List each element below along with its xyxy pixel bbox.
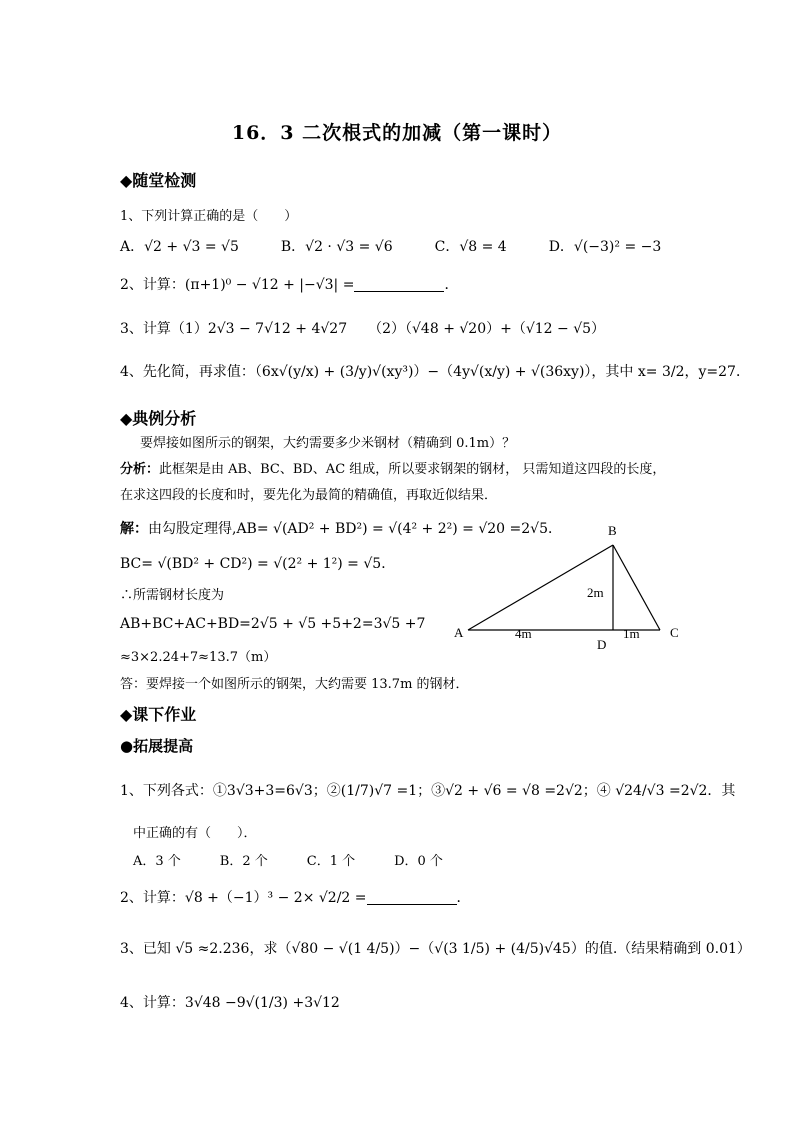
solution-line-3: ∴所需钢材长度为 bbox=[120, 588, 225, 603]
analysis-line-1 bbox=[120, 458, 665, 477]
answer-blank bbox=[367, 892, 457, 905]
section-heading-practice: ◆随堂检测 bbox=[120, 171, 197, 190]
hw-question-1-options: A．3 个 B．2 个 C．1 个 D．0 个 bbox=[133, 854, 443, 869]
hw-question-2-text: 2、计算：√8 +（−1）³ − 2× √2/2 = bbox=[120, 890, 367, 906]
question-2-end: ． bbox=[444, 277, 459, 293]
label-a: A bbox=[454, 625, 464, 640]
hw-question-2-end: ． bbox=[456, 890, 471, 906]
hw-question-2 bbox=[120, 887, 471, 907]
hw-question-1: 1、下列各式：①3√3+3=6√3；②(1/7)√7 =1；③√2 + √6 = √8 =2√2；④ √24/√3 =2√2．其 bbox=[120, 783, 736, 799]
section-heading-homework: ◆课下作业 bbox=[120, 705, 197, 724]
triangle-figure bbox=[445, 515, 695, 660]
example-problem: 要焊接如图所示的钢架，大约需要多少米钢材（精确到 0.1m）？ bbox=[140, 436, 516, 451]
solution-line-5: ≈3×2.24+7≈13.7（m） bbox=[120, 650, 277, 665]
question-1-options: A．√2 + √3 = √5 B．√2 · √3 = √6 C．√8 = 4 D．√(−3)² = −3 bbox=[120, 239, 662, 255]
hw-question-4: 4、计算：3√48 −9√(1/3) +3√12 bbox=[120, 995, 340, 1011]
solution-label: 解： bbox=[120, 521, 148, 537]
label-c: C bbox=[670, 625, 679, 640]
analysis-text-1: 此框架是由 AB、BC、BD、AC 组成，所以要求钢架的钢材， 只需知道这四段的长度， bbox=[159, 462, 666, 477]
question-2-text: 2、计算：(π+1)⁰ − √12 + |−√3| = bbox=[120, 277, 355, 293]
subheading-extension: ●拓展提高 bbox=[120, 737, 194, 755]
analysis-line-2: 在求这四段的长度和时，要先化为最简的精确值，再取近似结果． bbox=[120, 488, 498, 503]
label-d: D bbox=[597, 637, 607, 652]
label-b: B bbox=[608, 523, 617, 538]
solution-text-1: 由勾股定理得,AB= √(AD² + BD²) = √(4² + 2²) = √20 =2√5． bbox=[148, 521, 563, 537]
label-bd-length: 2m bbox=[587, 585, 604, 600]
segment-bc bbox=[613, 545, 660, 630]
question-1: 1、下列计算正确的是（ ） bbox=[120, 209, 298, 224]
solution-line-4: AB+BC+AC+BD=2√5 + √5 +5+2=3√5 +7 bbox=[120, 616, 426, 632]
section-heading-example: ◆典例分析 bbox=[120, 409, 197, 428]
question-3: 3、计算（1）2√3 − 7√12 + 4√27 （2）（√48 + √20）+（√12 − √5） bbox=[120, 321, 606, 337]
hw-question-1-cont: 中正确的有（ ）． bbox=[133, 826, 257, 841]
label-dc-length: 1m bbox=[623, 626, 640, 641]
answer-line: 答：要焊接一个如图所示的钢架，大约需要 13.7m 的钢材． bbox=[120, 677, 469, 692]
answer-blank bbox=[354, 279, 444, 292]
solution-line-2: BC= √(BD² + CD²) = √(2² + 1²) = √5． bbox=[120, 556, 396, 572]
analysis-label: 分析： bbox=[120, 462, 160, 477]
question-4: 4、先化简，再求值：（6x√(y/x) + (3/y)√(xy³)）−（4y√(x/y) + √(36xy)），其中 x= 3/2，y=27． bbox=[120, 364, 750, 380]
label-ad-length: 4m bbox=[515, 626, 532, 641]
page-title: 16．3 二次根式的加减（第一课时） bbox=[231, 122, 563, 144]
hw-question-3: 3、已知 √5 ≈2.236，求（√80 − √(1 4/5)）−（√(3 1/5) + (4/5)√45）的值.（结果精确到 0.01） bbox=[120, 941, 751, 957]
question-2 bbox=[120, 274, 458, 294]
